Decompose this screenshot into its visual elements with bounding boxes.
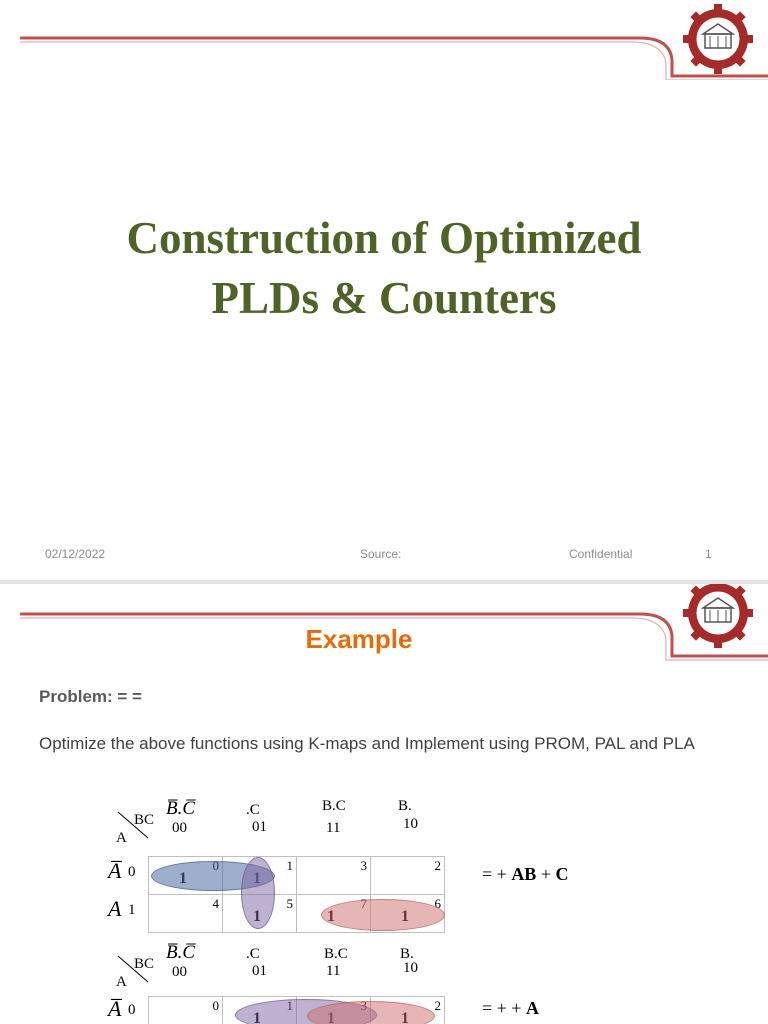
col-header-3: B. <box>398 798 412 814</box>
col-code-2: 11 <box>326 820 341 836</box>
grouping-ellipse-red <box>321 899 445 931</box>
row-num-0: 0 <box>128 1002 136 1018</box>
kmap-cell <box>149 997 223 1024</box>
col-header-0: B̅.C̅ <box>166 798 196 819</box>
kmap-1 <box>100 798 569 950</box>
cell-index: 2 <box>434 858 441 873</box>
kmap-cell <box>297 857 371 895</box>
col-code-1: 01 <box>252 963 267 979</box>
col-header-3: B. <box>400 946 414 962</box>
cell-index: 3 <box>360 858 367 873</box>
row-num-1: 1 <box>128 902 136 918</box>
cell-index: 6 <box>434 896 441 911</box>
row-num-0: 0 <box>128 864 136 880</box>
corner-col-var: BC <box>134 812 155 828</box>
footer-date: 02/12/2022 <box>45 547 106 561</box>
kmap-cell <box>371 857 445 895</box>
col-header-0: B̅.C̅ <box>166 942 196 963</box>
cell-index: 2 <box>434 998 441 1013</box>
footer-source: Source: <box>360 547 402 561</box>
footer-confidential: Confidential <box>569 547 633 561</box>
corner-col-var: BC <box>134 956 155 972</box>
col-code-2: 11 <box>326 963 341 979</box>
col-code-0: 00 <box>172 820 187 836</box>
col-header-2: B.C <box>322 798 346 814</box>
corner-row-var: A <box>116 830 127 846</box>
row-var-0: A̅ <box>108 858 122 883</box>
cell-index: 1 <box>286 858 293 873</box>
example-title: Example <box>305 624 413 654</box>
kmap-grid <box>148 856 445 933</box>
slide-2 <box>0 584 768 1024</box>
col-header-1: .C <box>246 802 260 818</box>
col-code-3: 10 <box>403 816 418 832</box>
grouping-ellipse-red <box>307 1001 435 1024</box>
col-code-3: 10 <box>403 960 418 976</box>
cell-index: 0 <box>212 998 219 1013</box>
col-header-2: B.C <box>324 946 348 962</box>
row-var-0: A̅ <box>108 996 122 1021</box>
kmap-2-equation: = + + A <box>482 998 539 1018</box>
footer-page-number: 1 <box>705 547 712 561</box>
cell-index: 4 <box>212 896 219 911</box>
slide-title-line-2: PLDs & Counters <box>211 273 557 323</box>
kmap-1-equation: = + AB + C <box>482 864 569 884</box>
slide-title <box>0 208 768 328</box>
col-code-0: 00 <box>172 964 187 980</box>
problem-description: Optimize the above functions using K-maps and Implement using PROM, PAL and PLA <box>39 734 695 753</box>
row-var-1: A <box>108 896 122 921</box>
kmap-cell <box>149 895 223 933</box>
cell-index: 5 <box>286 896 293 911</box>
col-code-1: 01 <box>252 819 267 835</box>
corner-row-var: A <box>116 974 127 990</box>
problem-statement: Problem: = = <box>39 687 142 706</box>
col-header-1: .C <box>246 946 260 962</box>
university-logo-icon <box>683 4 753 74</box>
header-accent-line <box>0 0 768 80</box>
grouping-ellipse-purple <box>241 857 275 929</box>
slide-title-line-1: Construction of Optimized <box>126 213 642 263</box>
kmap-2 <box>100 942 539 1024</box>
kmap-grid <box>148 996 445 1024</box>
